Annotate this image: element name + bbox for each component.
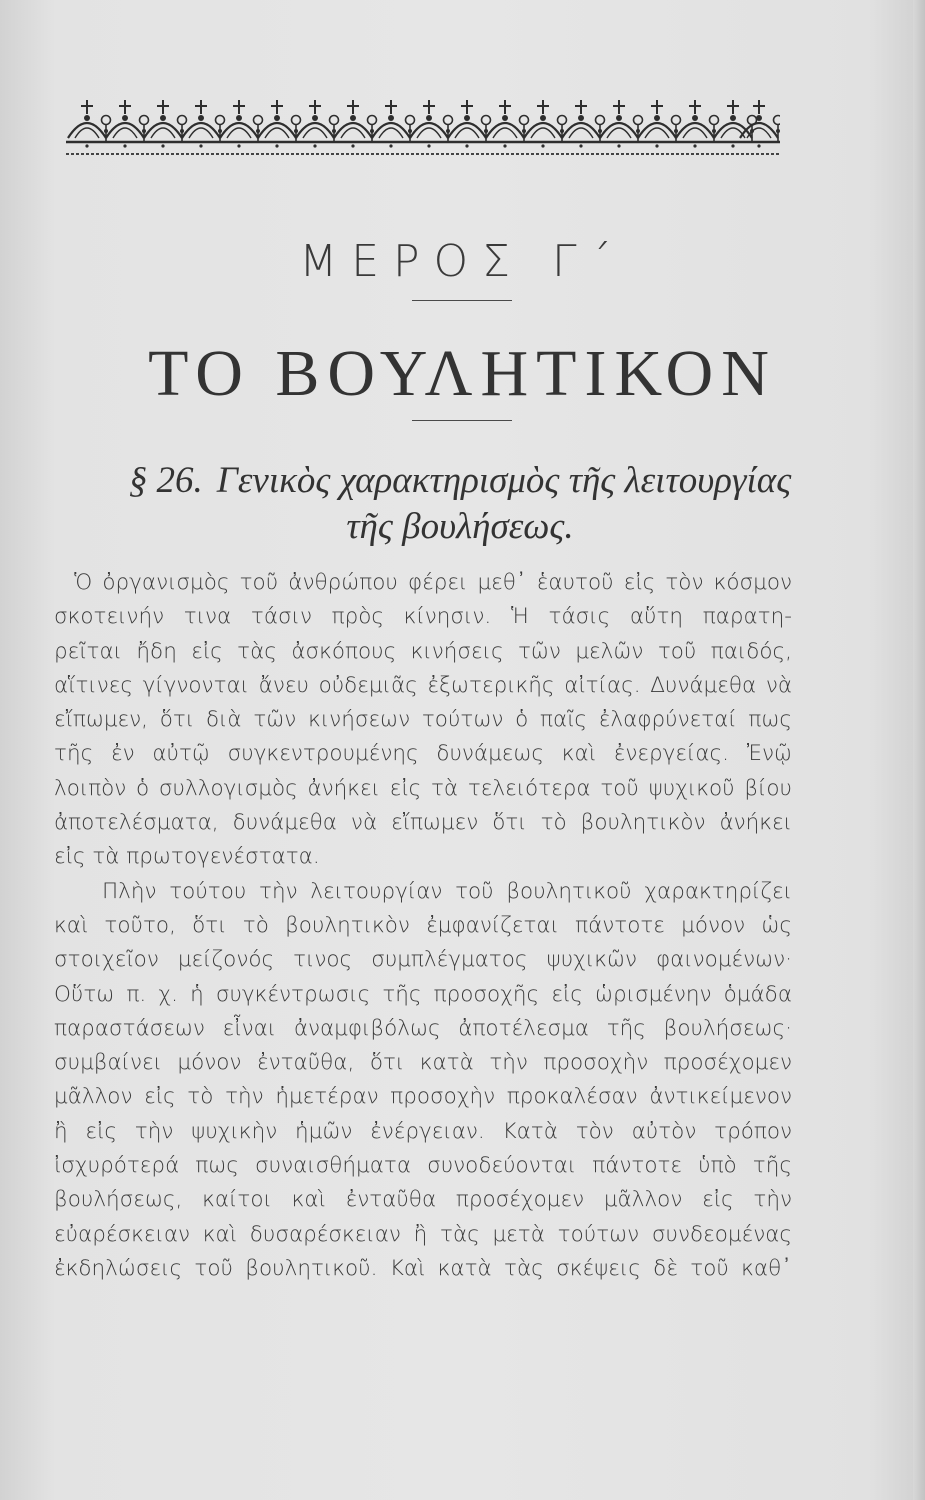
body-text — [54, 566, 792, 1286]
text-line: αἵτινες γίγνονται ἄνευ οὐδεμιᾶς ἐξωτερικῆς αἰτίας. Δυνάμεθα νὰ — [54, 672, 792, 698]
text-line: Οὕτω π. χ. ἡ συγκέντρωσις τῆς προσοχῆς εἰς ὡρισμένην ὁμάδα — [54, 981, 792, 1007]
divider-top — [412, 300, 512, 301]
text-line: βουλήσεως, καίτοι καὶ ἐνταῦθα προσέχομεν μᾶλλον εἰς τὴν — [54, 1187, 792, 1213]
section-title-line2: τῆς βουλήσεως. — [346, 506, 574, 547]
part-label: ΜΕΡΟΣ Γ΄ — [299, 236, 626, 287]
divider-bottom — [412, 420, 512, 421]
text-line: ἰσχυρότερά πως συναισθήματα συνοδεύονται πάντοτε ὑπὸ τῆς — [54, 1153, 792, 1179]
page-edge-shadow — [913, 0, 925, 1500]
text-line: Πλὴν τούτου τὴν λειτουργίαν τοῦ βουλητικοῦ χαρακτηρίζει — [102, 878, 792, 904]
text-line: εἴπωμεν, ὅτι διὰ τῶν κινήσεων τούτων ὁ παῖς ἐλαφρύνεταί πως — [54, 707, 792, 733]
text-line: στοιχεῖον μείζονός τινος συμπλέγματος ψυχικῶν φαινομένων· — [54, 947, 792, 973]
text-line: ἐκδηλώσεις τοῦ βουλητικοῦ. Καὶ κατὰ τὰς σκέψεις δὲ τοῦ καθ᾿ — [54, 1255, 792, 1281]
text-line: συμβαίνει μόνον ἐνταῦθα, ὅτι κατὰ τὴν προσοχὴν προσέχομεν — [54, 1050, 792, 1076]
book-title: ΤΟ ΒΟΥΛΗΤΙΚΟΝ — [148, 337, 777, 410]
decorative-border-icon — [66, 98, 780, 160]
text-line: εἰς τὰ πρωτογενέστατα. — [54, 844, 320, 870]
text-line: ἢ εἰς τὴν ψυχικὴν ἡμῶν ἐνέργειαν. Κατὰ τὸν αὐτὸν τρόπον — [54, 1118, 792, 1144]
text-line: εὐαρέσκειαν καὶ δυσαρέσκειαν ἢ τὰς μετὰ τούτων συνδεομένας — [54, 1221, 792, 1247]
text-line: καὶ τοῦτο, ὅτι τὸ βουλητικὸν ἐμφανίζεται πάντοτε μόνον ὡς — [54, 912, 792, 938]
text-line: Ὁ ὀργανισμὸς τοῦ ἀνθρώπου φέρει μεθ᾿ ἑαυτοῦ εἰς τὸν κόσμον — [74, 570, 792, 595]
text-line: μᾶλλον εἰς τὸ τὴν ἡμετέραν προσοχὴν προκαλέσαν ἀντικείμενον — [54, 1084, 792, 1110]
section-heading — [120, 458, 800, 550]
text-line: λοιπὸν ὁ συλλογισμὸς ἀνήκει εἰς τὰ τελειότερα τοῦ ψυχικοῦ βίου — [54, 775, 792, 801]
text-line: ἀποτελέσματα, δυνάμεθα νὰ εἴπωμεν ὅτι τὸ βουλητικὸν ἀνήκει — [54, 810, 792, 836]
text-line: σκοτεινήν τινα τάσιν πρὸς κίνησιν. Ἡ τάσις αὕτη παρατη- — [54, 604, 792, 630]
text-line: παραστάσεων εἶναι ἀναμφιβόλως ἀποτέλεσμα τῆς βουλήσεως· — [54, 1015, 792, 1041]
text-line: τῆς ἐν αὐτῷ συγκεντρουμένης δυνάμεως καὶ ἐνεργείας. Ἐνῷ — [54, 741, 792, 767]
section-title-line1: Γενικὸς χαρακτηρισμὸς τῆς λειτουργίας — [216, 460, 792, 501]
section-number: § 26. — [128, 460, 203, 501]
text-line: ρεῖται ἤδη εἰς τὰς ἀσκόπους κινήσεις τῶν μελῶν τοῦ παιδός, — [54, 638, 792, 664]
